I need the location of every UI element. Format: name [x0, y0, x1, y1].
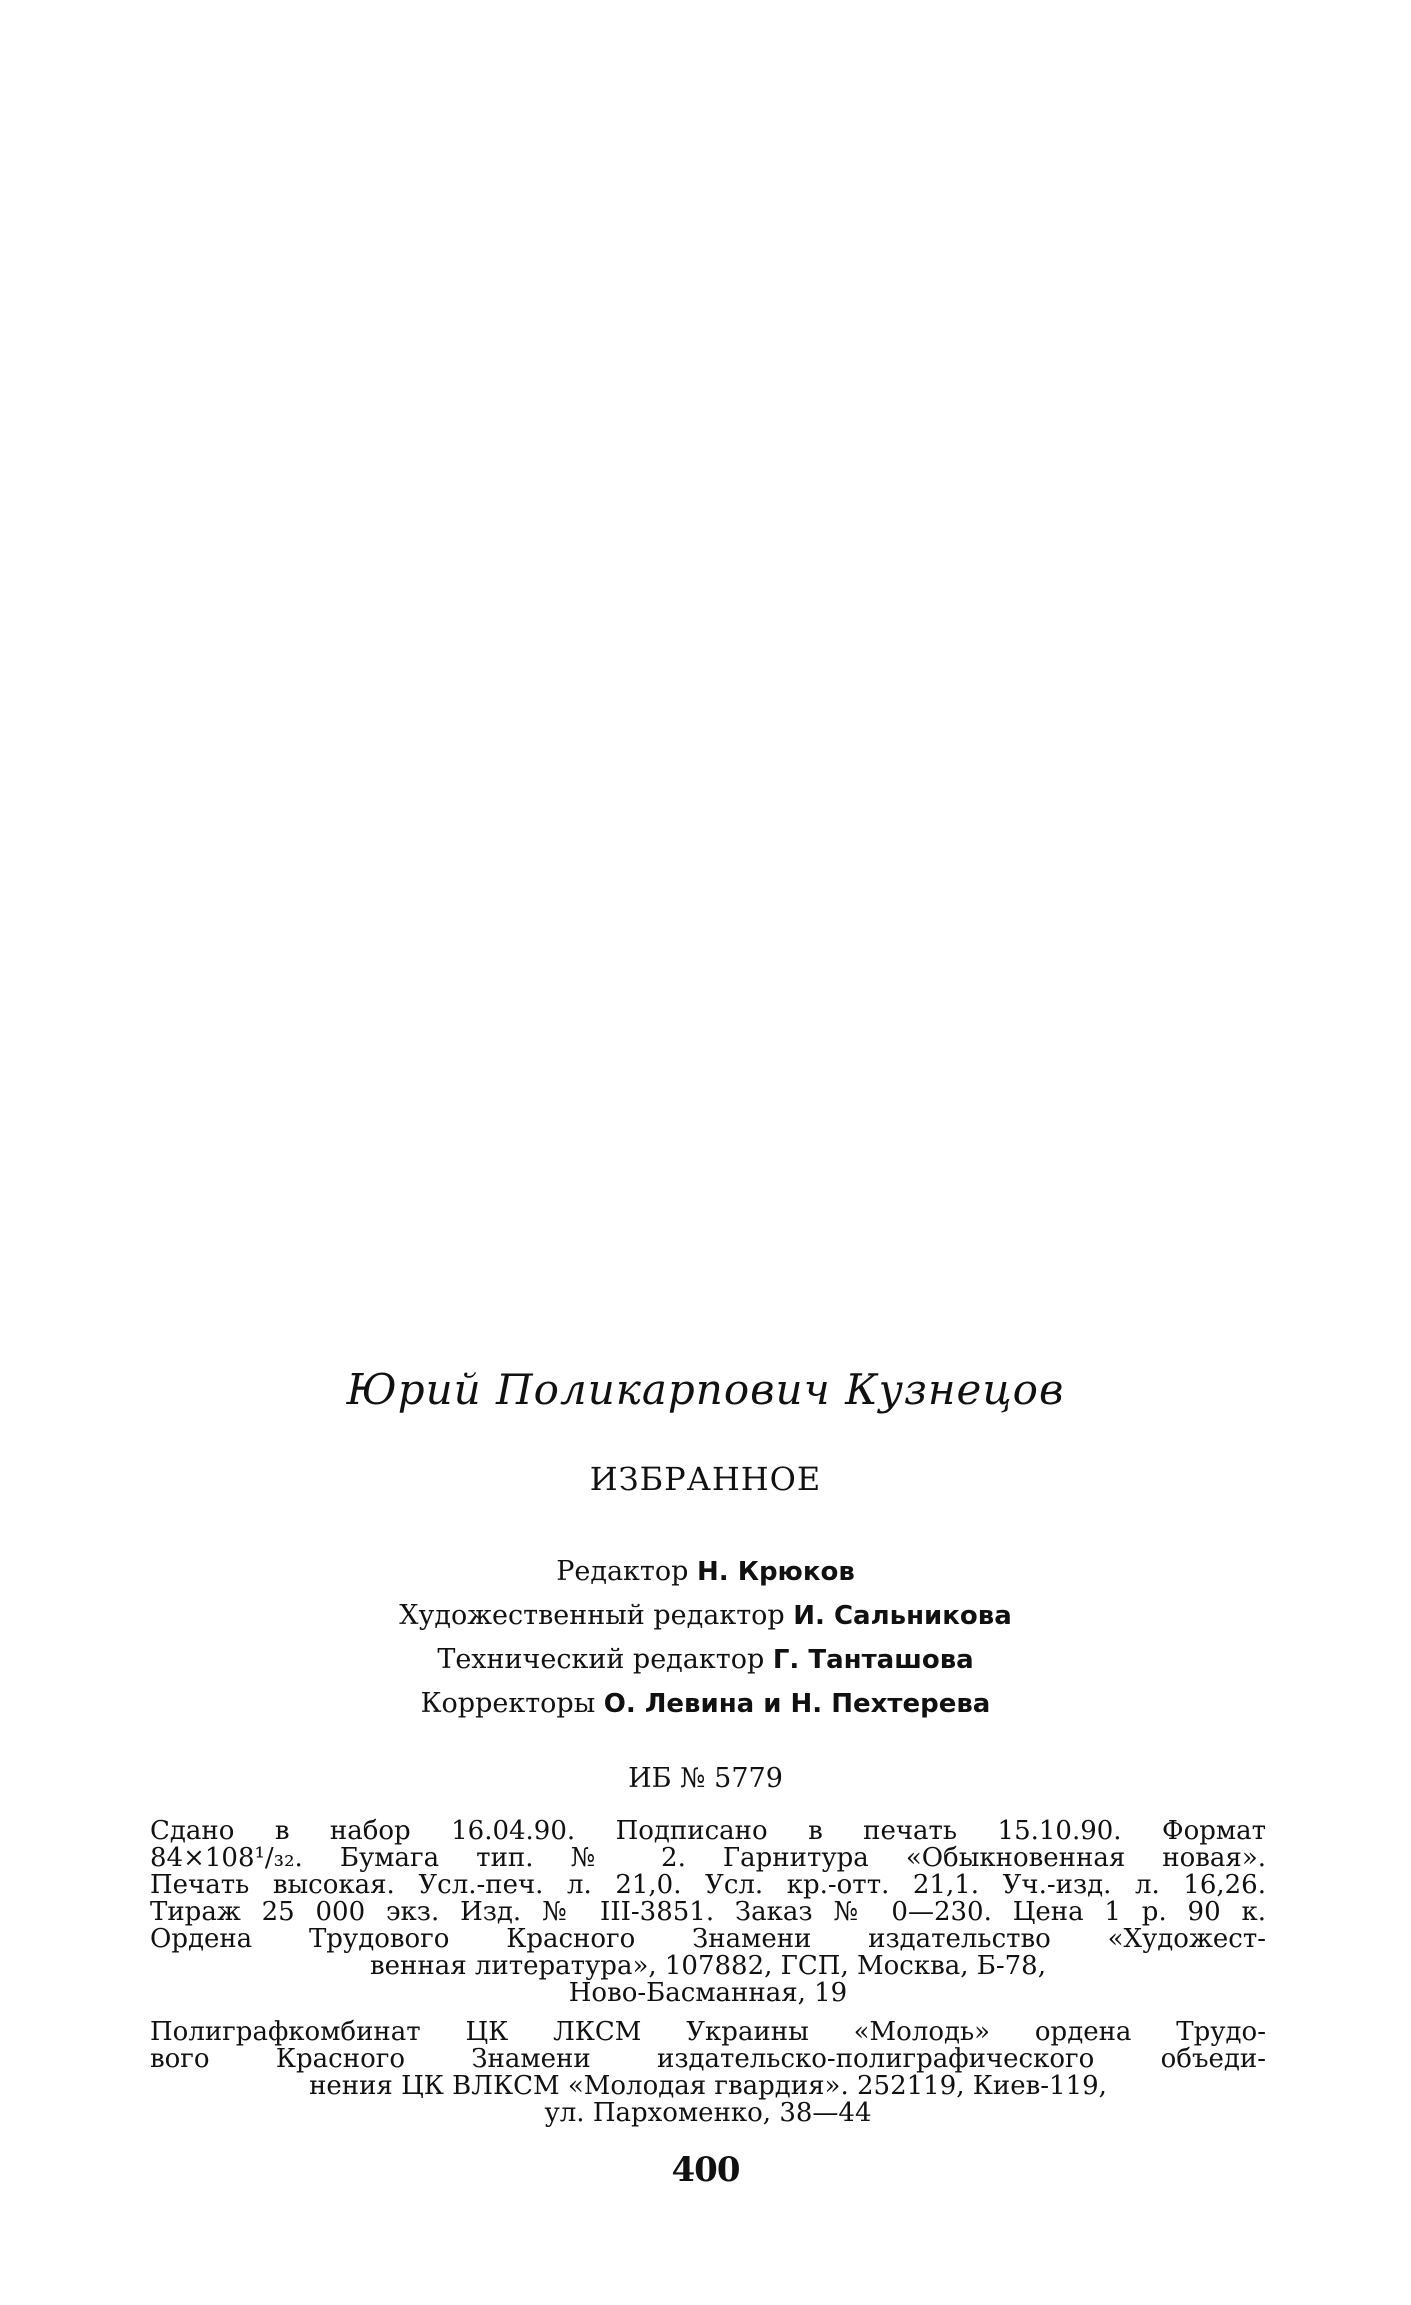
- credit-tech-editor: [0, 1638, 1411, 1682]
- publication-line: Тираж 25 000 экз. Изд. № III-3851. Заказ № 0—230. Цена 1 р. 90 к.: [150, 1899, 1266, 1926]
- printer-details: [150, 2019, 1266, 2127]
- publication-line: 84×108¹/₃₂. Бумага тип. № 2. Гарнитура «Обыкновенная новая».: [150, 1845, 1266, 1872]
- credit-editor: [0, 1550, 1411, 1594]
- ib-number: ИБ № 5779: [628, 1763, 783, 1794]
- credit-person: О. Левина и Н. Пехтерева: [603, 1689, 991, 1719]
- credit-person: Н. Крюков: [697, 1557, 855, 1587]
- credit-role: Художественный редактор: [399, 1600, 785, 1631]
- printer-line: вого Красного Знамени издательско-полиграфического объеди-: [150, 2046, 1266, 2073]
- publication-line: венная литература», 107882, ГСП, Москва, Б-78,: [370, 1951, 1046, 1981]
- book-title: ИЗБРАННОЕ: [589, 1460, 822, 1498]
- page-number: 400: [671, 2150, 740, 2190]
- publication-line: Ново-Басманная, 19: [568, 1978, 848, 2008]
- publication-line: Сдано в набор 16.04.90. Подписано в печать 15.10.90. Формат: [150, 1818, 1266, 1845]
- credit-role: Редактор: [556, 1556, 689, 1587]
- credit-proofreaders: [0, 1682, 1411, 1726]
- credit-person: Г. Танташова: [772, 1645, 974, 1675]
- publication-details: [150, 1818, 1266, 2007]
- printer-line: ул. Пархоменко, 38—44: [544, 2098, 872, 2128]
- printer-line: Полиграфкомбинат ЦК ЛКСМ Украины «Молодь» ордена Трудо-: [150, 2019, 1266, 2046]
- author-name: Юрий Поликарпович Кузнецов: [346, 1365, 1065, 1414]
- credit-role: Технический редактор: [437, 1644, 765, 1675]
- publication-line: Ордена Трудового Красного Знамени издательство «Художест-: [150, 1926, 1266, 1953]
- publication-line: Печать высокая. Усл.-печ. л. 21,0. Усл. кр.-отт. 21,1. Уч.-изд. л. 16,26.: [150, 1872, 1266, 1899]
- credit-person: И. Сальникова: [793, 1601, 1012, 1631]
- credits-list: [0, 1550, 1411, 1726]
- credit-role: Корректоры: [420, 1688, 596, 1719]
- printer-line: нения ЦК ВЛКСМ «Молодая гвардия». 252119, Киев-119,: [309, 2071, 1107, 2101]
- credit-art-editor: [0, 1594, 1411, 1638]
